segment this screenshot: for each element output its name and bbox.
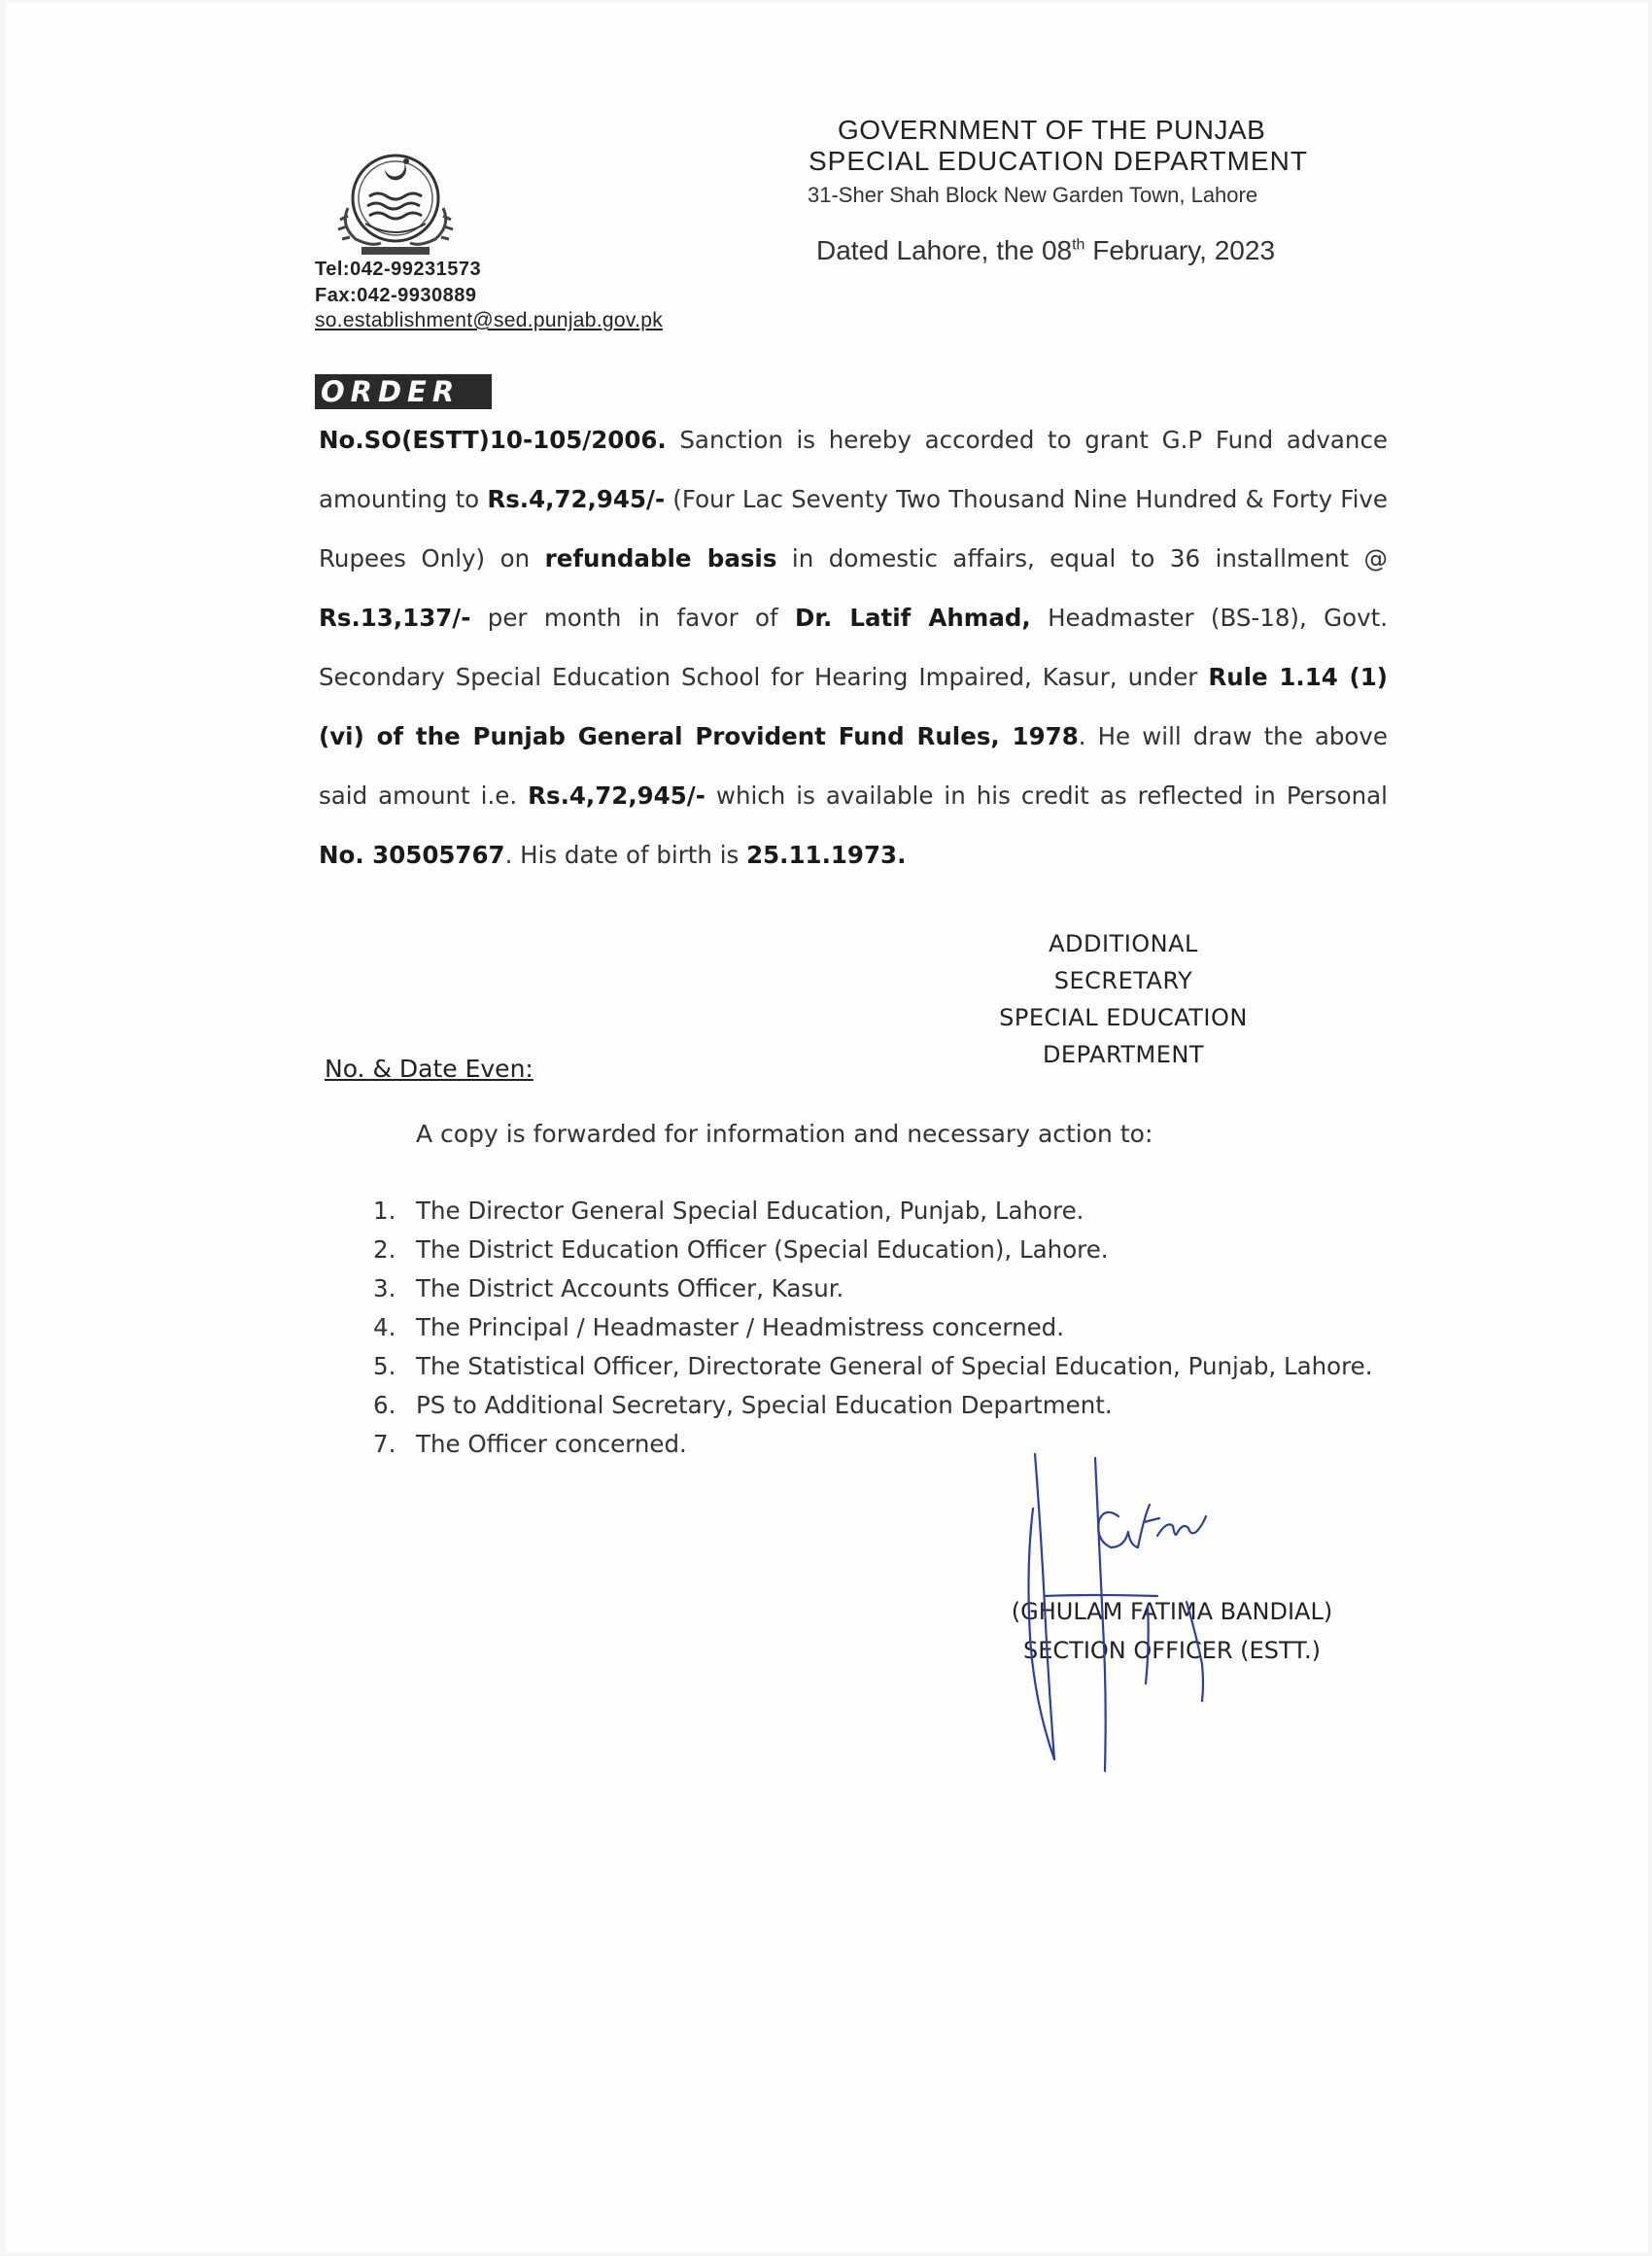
order-paragraph: No.SO(ESTT)10-105/2006. Sanction is hereby accorded to grant G.P Fund advance amounting to Rs.4,72,945/- (Four Lac Seventy Two Thousand Nine Hundred & Forty Five Rupees Only) on refundable basis in domestic affairs, equal to 36 installment @ Rs.13,137/- per month in favor of Dr. Latif Ahmad, Headmaster (BS-18), Govt. Secondary Special Education School for Hearing Impaired, Kasur, under Rule 1.14 (1)(vi) of the Punjab General Provident Fund Rules, 1978. He will draw the above said amount i.e. Rs.4,72,945/- which is available in his credit as reflected in Personal No. 30505767. His date of birth is 25.11.1973. [319, 426, 1389, 869]
no-date-even-heading: No. & Date Even: [325, 1055, 533, 1083]
government-title: GOVERNMENT OF THE PUNJAB [838, 115, 1266, 145]
list-item: 4. The Principal / Headmaster / Headmistress concerned. [373, 1313, 1065, 1341]
department-address: 31-Sher Shah Block New Garden Town, Lahore [808, 183, 1258, 207]
list-item: 2. The District Education Officer (Special Education), Lahore. [373, 1235, 1109, 1264]
list-item: 1. The Director General Special Education, Punjab, Lahore. [373, 1197, 1084, 1225]
telephone: Tel:042-99231573 [315, 259, 482, 280]
list-item: 3. The District Accounts Officer, Kasur. [373, 1274, 844, 1302]
copy-forwarded-text: A copy is forwarded for information and necessary action to: [416, 1120, 1153, 1148]
list-item: 5. The Statistical Officer, Directorate General of Special Education, Punjab, Lahore. [373, 1352, 1373, 1380]
dated-line: Dated Lahore, the 08th February, 2023 [816, 235, 1276, 265]
order-label: ORDER [315, 374, 492, 409]
fax: Fax:042-9930889 [315, 285, 477, 306]
distribution-list [373, 1192, 1395, 1464]
handwritten-signature [1012, 1450, 1274, 1776]
list-item: 6. PS to Additional Secretary, Special Education Department. [373, 1391, 1113, 1419]
officer-name: (GHULAM FATIMA BANDIAL) [1011, 1598, 1333, 1625]
officer-title: SECTION OFFICER (ESTT.) [1023, 1637, 1321, 1664]
list-item: 7. The Officer concerned. [373, 1430, 687, 1458]
document-page [6, 2, 1648, 2253]
punjab-emblem-icon [319, 140, 472, 264]
department-title: SPECIAL EDUCATION DEPARTMENT [809, 146, 1308, 176]
email-link[interactable]: so.establishment@sed.punjab.gov.pk [315, 309, 664, 331]
signatory-designation: ADDITIONAL SECRETARY SPECIAL EDUCATION DEPARTMENT [999, 930, 1248, 1068]
